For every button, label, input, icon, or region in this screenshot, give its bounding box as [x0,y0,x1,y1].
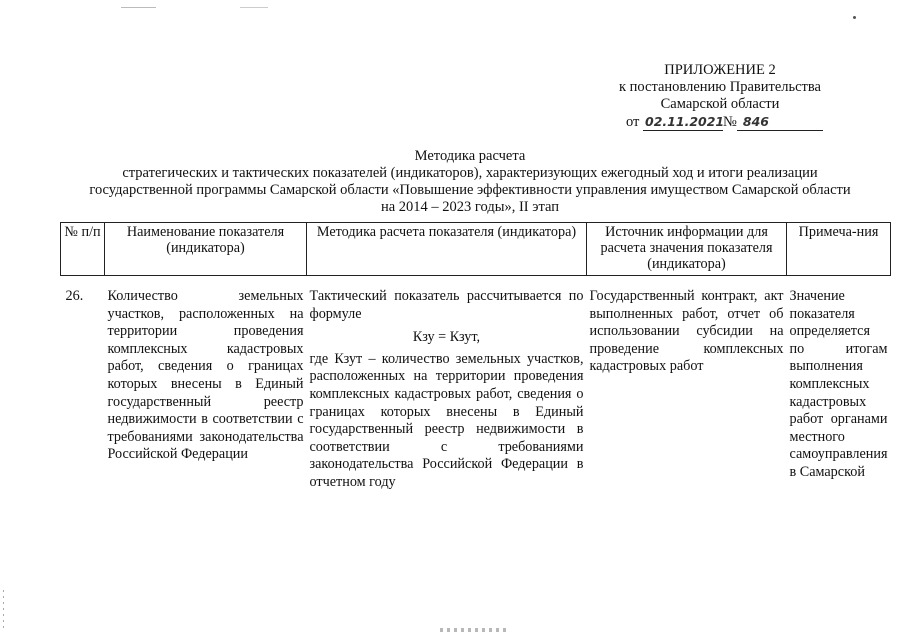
number-sign: № [723,114,737,130]
annex-line-3: Самарской области [660,96,780,112]
row-source: Государственный контракт, акт выполненных работ, отчет об использовании субсидии на проведение комплексных кадастровых работ [589,288,784,375]
scan-artifact-bottom [440,628,510,632]
method-formula: Кзу = Кзут, [412,329,481,346]
row-method [307,276,587,492]
scan-artifact-left [3,590,4,630]
title-line-1: Методика расчета [414,148,526,164]
row-indicator-name: Количество земельных участков, расположенных на территории проведения комплексных кадастровых работ, сведения о границах которых внесены в Единый государственный реестр недвижимости в соответствии с требованиями законодательства Российской Федерации [107,288,304,463]
annex-title: ПРИЛОЖЕНИЕ 2 [664,62,776,78]
handwritten-date: 02.11.2021 [645,114,725,129]
scan-dot [853,16,856,19]
document-title [40,148,900,216]
annex-block [590,62,850,131]
header-num: № п/п [61,223,105,276]
method-explanation: где Кзут – количество земельных участков, расположенных на территории проведения комплексных кадастровых работ, сведения о границах которых внесены в Единый государственный реестр недвижимости в соответствии с требованиями законодательства Российской Федерации в отчетном году [309,350,584,490]
table-header-row [61,223,891,276]
annex-line-2: к постановлению Правительства [619,79,821,95]
header-note: Примеча-ния [787,223,891,276]
header-name: Наименование показателя (индикатора) [105,223,307,276]
annex-date-number-row [590,113,850,131]
handwritten-number: 846 [737,113,823,131]
indicators-table [60,222,891,492]
scan-artifact-top [100,7,800,8]
title-line-3: государственной программы Самарской области «Повышение эффективности управления имуществом Самарской области [89,182,851,198]
row-note: Значение показателя определяется по итогам выполнения комплексных кадастровых работ органами местного самоуправления в Самарской [789,288,888,480]
header-source: Источник информации для расчета значения показателя (индикатора) [587,223,787,276]
table-row [61,276,891,492]
header-method: Методика расчета показателя (индикатора) [307,223,587,276]
title-line-4: на 2014 – 2023 годы», II этап [380,199,559,215]
row-num: 26. [65,288,84,304]
method-intro: Тактический показатель рассчитывается по формуле [309,288,584,322]
annex-from-label: от [626,114,640,130]
title-line-2: стратегических и тактических показателей (индикаторов), характеризующих ежегодный ход и итоги реализации [122,165,818,181]
